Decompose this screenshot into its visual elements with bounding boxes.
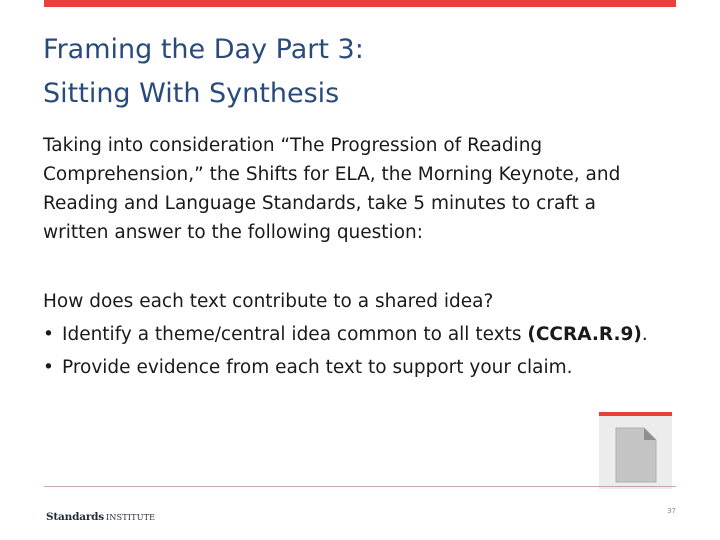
footer-divider <box>44 486 676 487</box>
intro-line-2: Comprehension,” the Shifts for ELA, the Morning Keynote, and <box>43 164 621 185</box>
bullet-item-evidence <box>43 351 693 384</box>
intro-line-1: Taking into consideration “The Progression of Reading <box>43 135 543 156</box>
slide-title-line-2: Sitting With Synthesis <box>43 78 340 109</box>
bullet-list <box>43 318 693 384</box>
bullet-item-theme <box>43 318 693 351</box>
bullet-text: Identify a theme/central idea common to all texts <box>62 324 528 345</box>
standard-code: (CCRA.R.9) <box>527 324 642 345</box>
logo-sub-text: INSTITUTE <box>106 513 156 522</box>
bullet-marker: • <box>43 357 54 378</box>
question-block <box>43 285 693 384</box>
slide-title-line-1: Framing the Day Part 3: <box>43 34 364 65</box>
bullet-marker: • <box>43 324 54 345</box>
document-icon <box>615 427 657 483</box>
slide-title <box>43 28 364 116</box>
logo-main-text: Standards <box>46 511 105 523</box>
intro-line-4: written answer to the following question: <box>43 222 423 243</box>
intro-paragraph <box>43 131 683 247</box>
bullet-punctuation: . <box>641 324 648 345</box>
intro-line-3: Reading and Language Standards, take 5 minutes to craft a <box>43 193 596 214</box>
document-icon-frame[interactable] <box>599 412 672 489</box>
guiding-question: How does each text contribute to a shared idea? <box>43 291 494 312</box>
top-accent-bar <box>44 0 676 7</box>
standards-institute-logo <box>46 505 155 524</box>
page-number: 37 <box>667 507 676 515</box>
bullet-text: Provide evidence from each text to support your claim. <box>62 357 573 378</box>
